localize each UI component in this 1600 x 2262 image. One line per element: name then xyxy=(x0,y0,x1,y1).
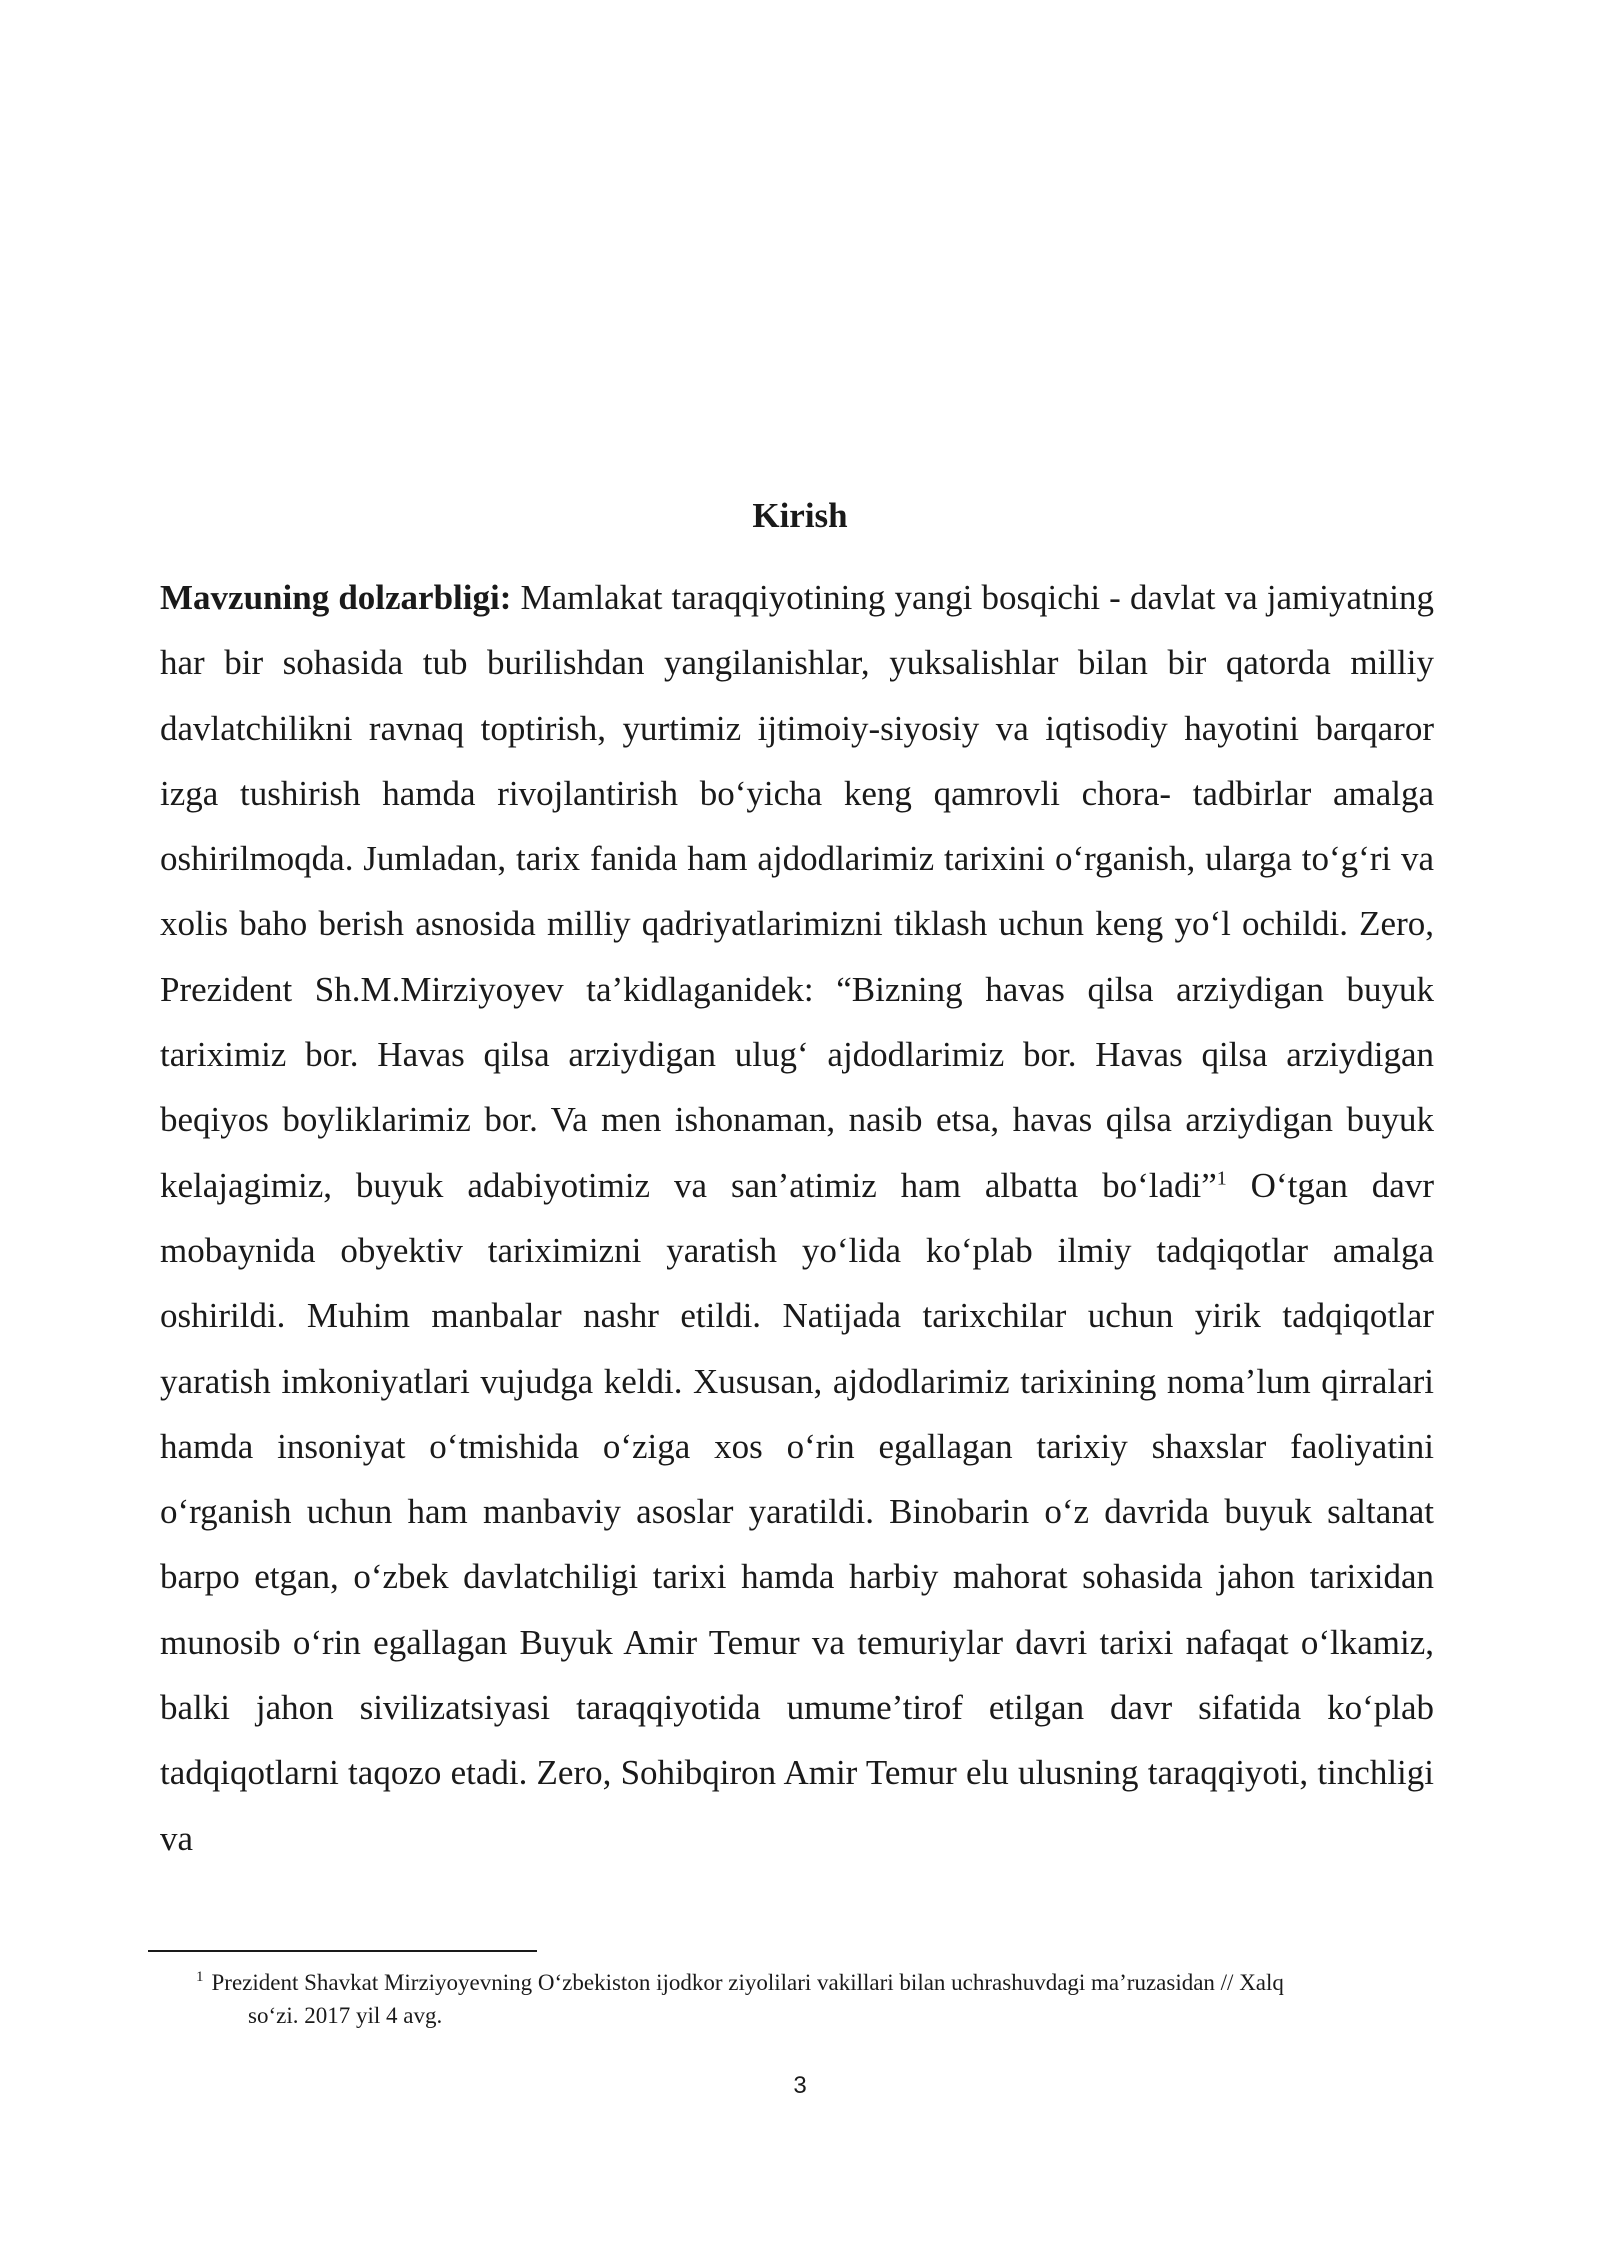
footnote xyxy=(196,1966,1434,2032)
footnote-reference[interactable]: 1 xyxy=(1216,1167,1227,1190)
paragraph-lead-label: Mavzuning dolzarbligi: xyxy=(160,578,512,617)
footnote-separator xyxy=(148,1950,537,1952)
footnote-text-line2: so‘zi. 2017 yil 4 avg. xyxy=(248,2003,443,2028)
section-heading: Kirish xyxy=(752,496,848,535)
footnote-text-line1: Prezident Shavkat Mirziyoyevning O‘zbekiston ijodkor ziyolilari vakillari bilan uchrashuvdagi ma’ruzasidan // Xalq xyxy=(211,1970,1284,1995)
paragraph-text-part2: O‘tgan davr mobaynida obyektiv tariximizni yaratish yo‘lida ko‘plab ilmiy tadqiqotlar amalga oshirildi. Muhim manbalar nashr etildi. Natijada tarixchilar uchun yirik tadqiqotlar yaratish imkoniyatlari vujudga keldi. Xususan, ajdodlarimiz tarixining noma’lum qirralari hamda insoniyat o‘tmishida o‘ziga xos o‘rin egallagan tarixiy shaxslar faoliyatini o‘rganish uchun ham manbaviy asoslar yaratildi. Binobarin o‘z davrida buyuk saltanat barpo etgan, o‘zbek davlatchiligi tarixi hamda harbiy mahorat sohasida jahon tarixidan munosib o‘rin egallagan Buyuk Amir Temur va temuriylar davri tarixi nafaqat o‘lkamiz, balki jahon sivilizatsiyasi taraqqiyotida umume’tirof etilgan davr sifatida ko‘plab tadqiqotlarni taqozo etadi. Zero, Sohibqiron Amir Temur elu ulusning taraqqiyoti, tinchligi va xyxy=(160,1165,1434,1858)
page-number: 3 xyxy=(793,2072,807,2099)
body-paragraph xyxy=(160,565,1434,1871)
footnote-mark: 1 xyxy=(196,1969,204,1986)
paragraph-text-part1: Mamlakat taraqqiyotining yangi bosqichi - davlat va jamiyatning har bir sohasida tub burilishdan yangilanishlar, yuksalishlar bilan bir qatorda milliy davlatchilikni ravnaq toptirish, yurtimiz ijtimoiy-siyosiy va iqtisodiy hayotini barqaror izga tushirish hamda rivojlantirish bo‘yicha keng qamrovli chora- tadbirlar amalga oshirilmoqda. Jumladan, tarix fanida ham ajdodlarimiz tarixini o‘rganish, ularga to‘g‘ri va xolis baho berish asnosida milliy qadriyatlarimizni tiklash uchun keng yo‘l ochildi. Zero, Prezident Sh.M.Mirziyoyev ta’kidlaganidek: “Bizning havas qilsa arziydigan buyuk tariximiz bor. Havas qilsa arziydigan ulug‘ ajdodlarimiz bor. Havas qilsa arziydigan beqiyos boyliklarimiz bor. Va men ishonaman, nasib etsa, havas qilsa arziydigan buyuk kelajagimiz, buyuk adabiyotimiz va san’atimiz ham albatta bo‘ladi” xyxy=(160,578,1434,1205)
